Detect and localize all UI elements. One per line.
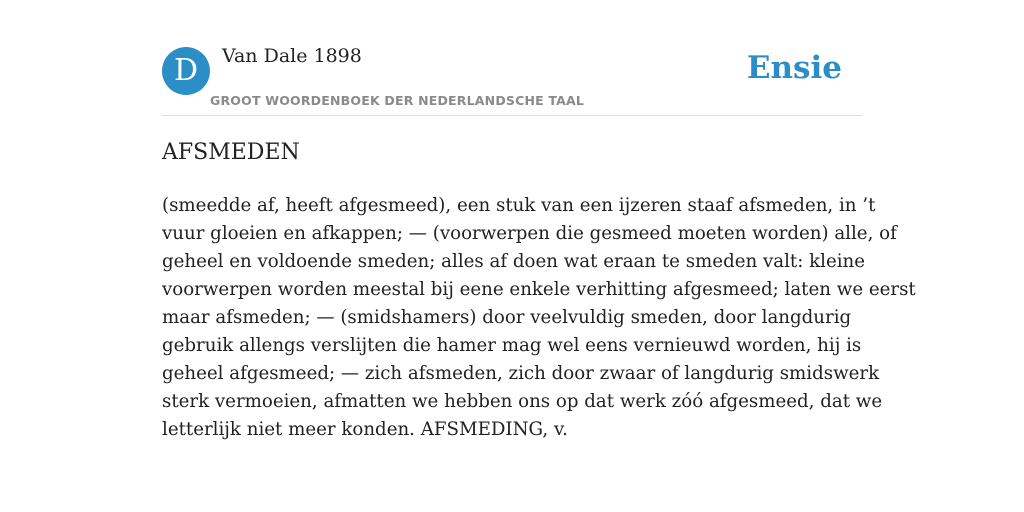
headword: AFSMEDEN (162, 140, 300, 165)
definition-line: geheel afgesmeed; — zich afsmeden, zich door zwaar of langdurig smidswerk (162, 363, 880, 384)
definition-line: gebruik allengs verslijten die hamer mag wel eens vernieuwd worden, hij is (162, 335, 862, 356)
definition-line: maar afsmeden; — (smidshamers) door veelvuldig smeden, door langdurig (162, 307, 852, 328)
source-title: Van Dale 1898 (222, 45, 362, 67)
definition-line: geheel en voldoende smeden; alles af doen wat eraan te smeden valt: kleine (162, 251, 866, 272)
header (162, 0, 862, 116)
source-avatar: D (162, 47, 210, 95)
source-subtitle: GROOT WOORDENBOEK DER NEDERLANDSCHE TAAL (210, 93, 585, 108)
definition-line: (smeedde af, heeft afgesmeed), een stuk van een ijzeren staaf afsmeden, in ’t (162, 195, 876, 216)
definition-line: voorwerpen worden meestal bij eene enkele verhitting afgesmeed; laten we eerst (162, 279, 916, 300)
definition-text (162, 192, 916, 444)
definition-line: letterlijk niet meer konden. AFSMEDING, v. (162, 419, 568, 440)
definition-line: sterk vermoeien, afmatten we hebben ons op dat werk zóó afgesmeed, dat we (162, 391, 883, 412)
definition-line: vuur gloeien en afkappen; — (voorwerpen die gesmeed moeten worden) alle, of (162, 223, 897, 244)
brand-logo[interactable]: Ensie (746, 50, 842, 86)
